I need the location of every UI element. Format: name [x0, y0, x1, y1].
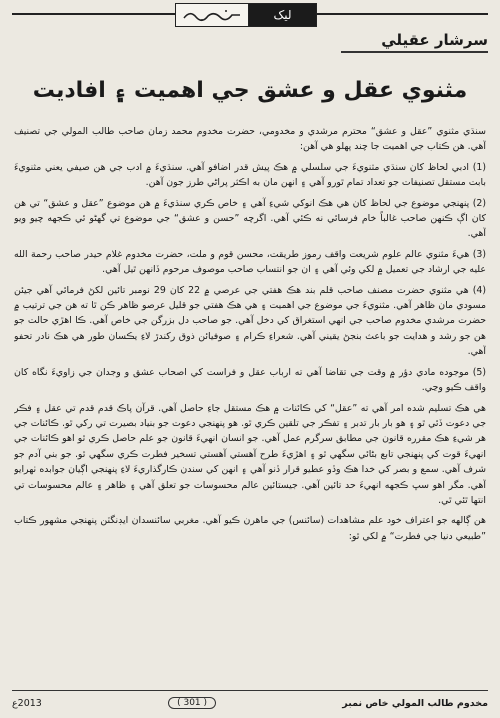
issue-title: مخدوم طالب المولي خاص نمبر — [342, 697, 488, 709]
issue-date: 2013ع — [12, 697, 42, 709]
paragraph: (5) موجوده مادي دؤر ۾ وقت جي تقاضا آهي ته ارباب عقل و فراست کي اصحاب عشق و وجدان جي زاويءَ نگاه کان واقف ڪيو وڃي. — [14, 366, 486, 394]
paragraph: سنڌي مثنوي ”عقل و عشق“ محترم مرشدي و مخدومي، حضرت مخدوم محمد زمان صاحب طالب المولي جي تصنيف آهي. هن ڪتاب جي اهميت جا چند پهلو هي آهن: — [14, 126, 486, 153]
paragraph: (4) هي مثنوي حضرت مصنف صاحب قلم بند هڪ هفتي جي عرصي ۾ 22 کان 29 نومبر تائين لکڻ فرمائي آهي جيئن مسودي مان ظاهر آهي. مثنويءَ جي موضوع جي اهميت ۽ هي هڪ هفتي جو قليل عرصو ظاهر ڪن ٿا ته هن جي ترتيب ۾ حضرت مرشدي مخدوم صاحب جي انهي استغراق کي دخل آهي. جو صاحب دل بزرگن جي خاص آهي. ڪا اهڙي حالت جو هن جو رشد و هدايت جو باعث بنجڻ يقيني آهي. شعراءِ ڪرام ۽ صوفيائن ذوق رکندڙ لاءِ يڪسان طور هي هڪ نادر تحفو آهي. — [14, 284, 486, 358]
magazine-logo — [176, 4, 249, 26]
masthead — [175, 3, 317, 27]
article-body — [14, 124, 486, 670]
logo-script-icon — [180, 7, 244, 23]
paragraph: هي هڪ تسليم شده امر آهي ته ”عقل“ کي ڪائنات ۾ هڪ مستقل جاءِ حاصل آهي. قرآن پاڪ قدم قدم تي عقل ۽ فڪر جي دعوت ڏئي ٿو ۽ هو بار بار تدبر ۽ تفڪر جي تلقين ڪري ٿو. هو پنهنجي دعوت جو بنياد بصيرت تي رکي ٿو. ڪائنات جي هر شيءِ هڪ مقرره قانون جي مطابق سرگرم عمل آهي. جو انسان انهيءَ قانون جو علم حاصل ڪري ٿو اهو ڪائنات جي انهيءَ قوت کي پنهنجي تابع بڻائي سگهي ٿو ۽ اهڙيءَ طرح آهستي آهستي تسخير فطرت ڪري سگهي ٿو. جو بني آدم جو شرف آهي. سمع و بصر کي خدا هڪ وڏو عطيو قرار ڏنو آهي ۽ انهن کي سندن ڪارگذاريءَ لاءِ پنهنجي اڳيان جوابده ٺهرايو آهي. مگر اهو سڀ ڪجهه انهيءَ حد تائين آهي. جيستائين عالم محسوسات جو تعلق آهي ۽ ظاهر ۽ عالم محسوسات تي انتها ٿئي ٿي. — [14, 402, 486, 506]
page-footer — [12, 694, 488, 712]
page-number: ( 301 ) — [168, 697, 216, 709]
section-tag: ليک — [249, 4, 316, 26]
paragraph: (3) هيءَ مثنوي عالم علوم شريعت واقف رموز طريقت، محسن قوم و ملت، حضرت مخدوم غلام حيدر صاحب رحمة الله عليه جي ارشاد جي تعميل ۾ لکي وئي آهي ۽ ان جو انتساب صاحب موصوف مرحوم ڏانهن ٿيل آهي. — [14, 248, 486, 276]
article-title: مثنوي عقل و عشق جي اهميت ۽ افاديت — [32, 78, 468, 103]
author-name: سرشار عقيلي — [341, 31, 488, 53]
footer-rule — [12, 690, 488, 691]
paragraph: (2) پنهنجي موضوع جي لحاظ کان هي هڪ انوکي شيءِ آهي ۽ خاص ڪري سنڌيءَ ۾ هن موضوع ”عقل و عشق“ تي هن کان اڳ ڪنهن صاحب غالباً خام فرسائي نه ڪئي آهي. اگرچه ”حسن و عشق“ جي موضوع تي گهڻو ئي ڪجهه چيو ويو آهي. — [14, 197, 486, 240]
paragraph: (1) ادبي لحاظ کان سنڌي مثنويءَ جي سلسلي ۾ هڪ پيش قدر اضافو آهي. سنڌيءَ ۾ ادب جي هن صيفي يعني مثنويءَ بابت مستقل تصنيفات جو تعداد تمام ٿورو آهي ۽ انهن مان به اڪثر پراڻي طرز جون آهن. — [14, 161, 486, 189]
paragraph: هن ڳالهه جو اعتراف خود علم مشاهدات (سائنس) جي ماهرن ڪيو آهي. مغربي سائنسدان ايڊنگٽن پنهنجي مشهور ڪتاب ”طبيعي دنيا جي فطرت“ ۾ لکي ٿو: — [14, 515, 486, 542]
